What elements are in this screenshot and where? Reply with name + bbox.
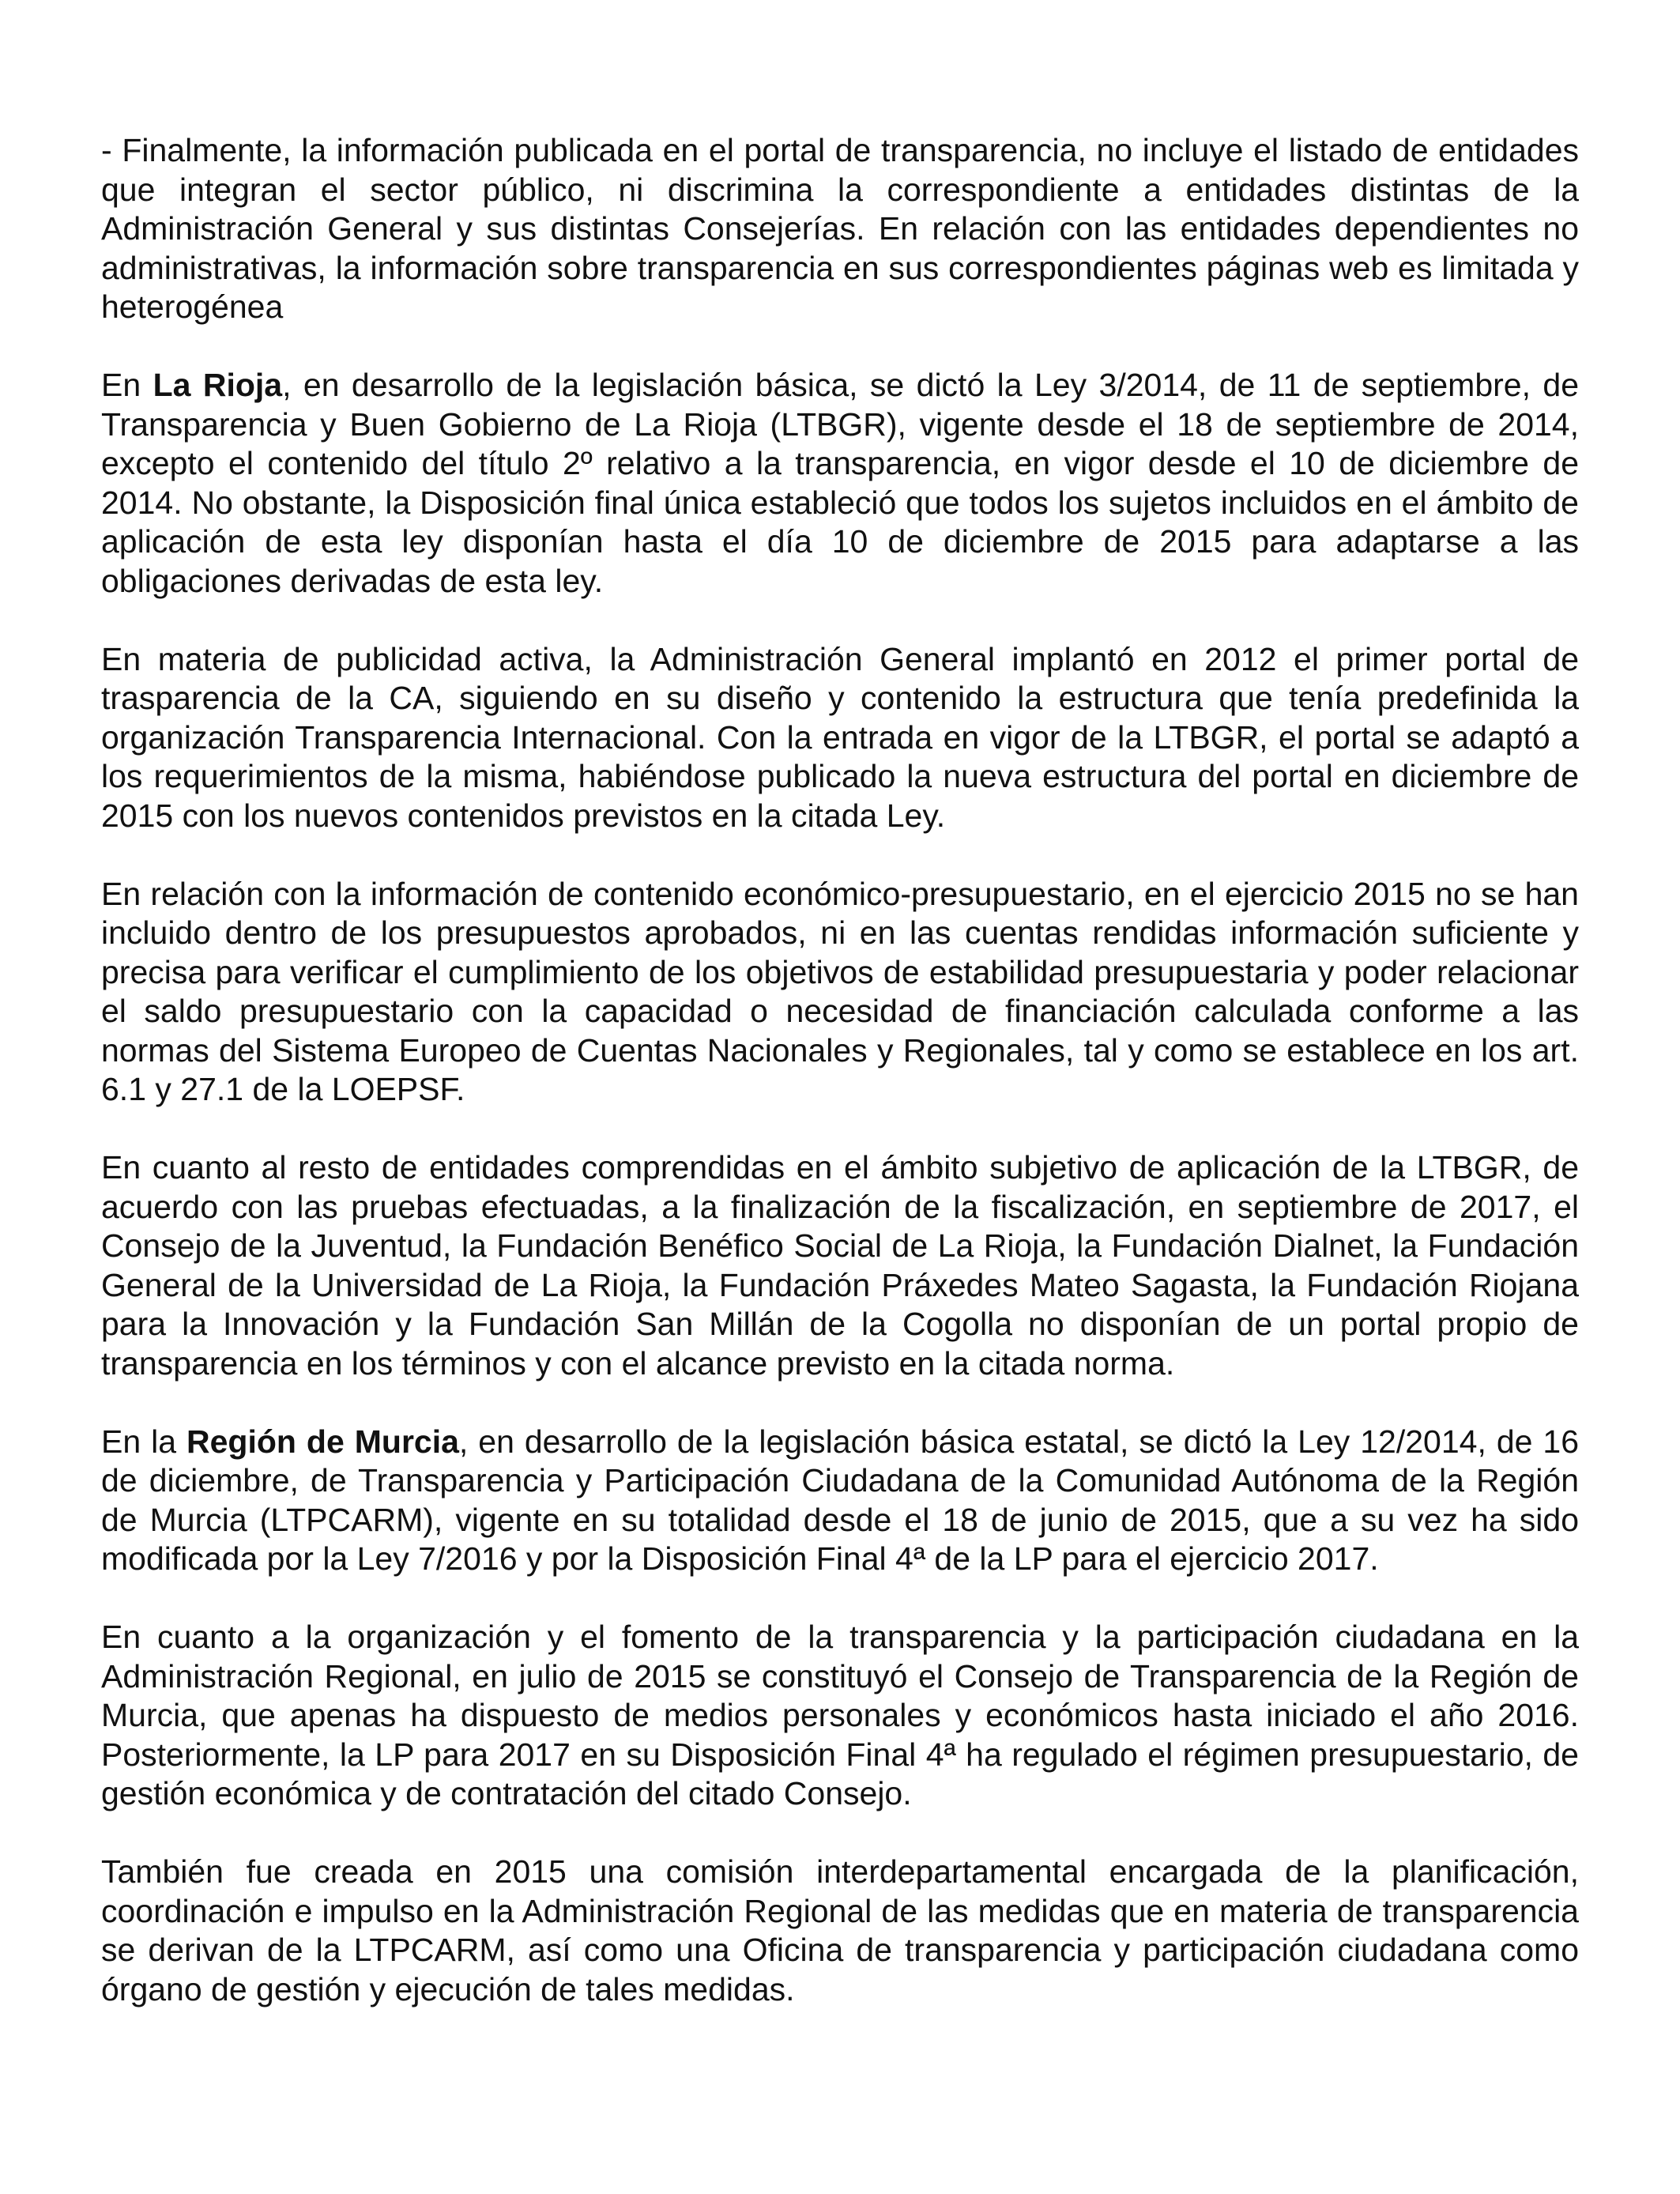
paragraph-publicidad-activa [101,640,1579,836]
document-page [101,131,1579,2048]
paragraph-text: En [101,366,153,403]
paragraph-text: En materia de publicidad activa, la Administración General implantó en 2012 el primer portal de trasparencia de la CA, siguiendo en su diseño y contenido la estructura que tenía predefinida la organización Transparencia Internacional. Con la entrada en vigor de la LTBGR, el portal se adaptó a los requerimientos de la misma, habiéndose publicado la nueva estructura del portal en diciembre de 2015 con los nuevos contenidos previstos en la citada Ley. [101,640,1579,834]
paragraph-resto-entidades [101,1148,1579,1384]
paragraph-text: , en desarrollo de la legislación básica estatal, se dictó la Ley 12/2014, de 16 de diciembre, de Transparencia y Participación Ciudadana de la Comunidad Autónoma de la Región de Murcia (LTPCARM), vigente en su totalidad desde el 18 de junio de 2015, que a su vez ha sido modificada por la Ley 7/2016 y por la Disposición Final 4ª de la LP para el ejercicio 2017. [101,1423,1579,1578]
region-name-murcia: Región de Murcia [186,1423,459,1460]
paragraph-consejo-transparencia [101,1618,1579,1814]
paragraph-region-murcia-ley [101,1423,1579,1579]
paragraph-text: - Finalmente, la información publicada en el portal de transparencia, no incluye el listado de entidades que integran el sector público, ni discrimina la correspondiente a entidades distintas de la Administración General y sus distintas Consejerías. En relación con las entidades dependientes no administrativas, la información sobre transparencia en sus correspondientes páginas web es limitada y heterogénea [101,132,1579,326]
paragraph-la-rioja-ley [101,366,1579,601]
paragraph-text: En la [101,1423,187,1460]
paragraph-text: En cuanto al resto de entidades comprendidas en el ámbito subjetivo de aplicación de la LTBGR, de acuerdo con las pruebas efectuadas, a la finalización de la fiscalización, en septiembre de 2017, el Consejo de la Juventud, la Fundación Benéfico Social de La Rioja, la Fundación Dialnet, la Fundación General de la Universidad de La Rioja, la Fundación Práxedes Mateo Sagasta, la Fundación Riojana para la Innovación y la Fundación San Millán de la Cogolla no disponían de un portal propio de transparencia en los términos y con el alcance previsto en la citada norma. [101,1149,1579,1382]
paragraph-text: En cuanto a la organización y el fomento de la transparencia y la participación ciudadana en la Administración Regional, en julio de 2015 se constituyó el Consejo de Transparencia de la Región de Murcia, que apenas ha dispuesto de medios personales y económicos hasta iniciado el año 2016. Posteriormente, la LP para 2017 en su Disposición Final 4ª ha regulado el régimen presupuestario, de gestión económica y de contratación del citado Consejo. [101,1619,1579,1812]
region-name-la-rioja: La Rioja [153,366,283,403]
paragraph-economico-presupuestario [101,875,1579,1110]
paragraph-text: También fue creada en 2015 una comisión interdepartamental encargada de la planificación, coordinación e impulso en la Administración Regional de las medidas que en materia de transparencia se derivan de la LTPCARM, así como una Oficina de transparencia y participación ciudadana como órgano de gestión y ejecución de tales medidas. [101,1853,1579,2007]
paragraph-entidades-sector-publico [101,131,1579,327]
paragraph-text: , en desarrollo de la legislación básica, se dictó la Ley 3/2014, de 11 de septiembre, de Transparencia y Buen Gobierno de La Rioja (LTBGR), vigente desde el 18 de septiembre de 2014, excepto el contenido del título 2º relativo a la transparencia, en vigor desde el 10 de diciembre de 2014. No obstante, la Disposición final única estableció que todos los sujetos incluidos en el ámbito de aplicación de esta ley disponían hasta el día 10 de diciembre de 2015 para adaptarse a las obligaciones derivadas de esta ley. [101,366,1579,599]
paragraph-comision-interdepartamental [101,1853,1579,2009]
paragraph-text: En relación con la información de contenido económico-presupuestario, en el ejercicio 2015 no se han incluido dentro de los presupuestos aprobados, ni en las cuentas rendidas información suficiente y precisa para verificar el cumplimiento de los objetivos de estabilidad presupuestaria y poder relacionar el saldo presupuestario con la capacidad o necesidad de financiación calculada conforme a las normas del Sistema Europeo de Cuentas Nacionales y Regionales, tal y como se establece en los art. 6.1 y 27.1 de la LOEPSF. [101,875,1579,1108]
